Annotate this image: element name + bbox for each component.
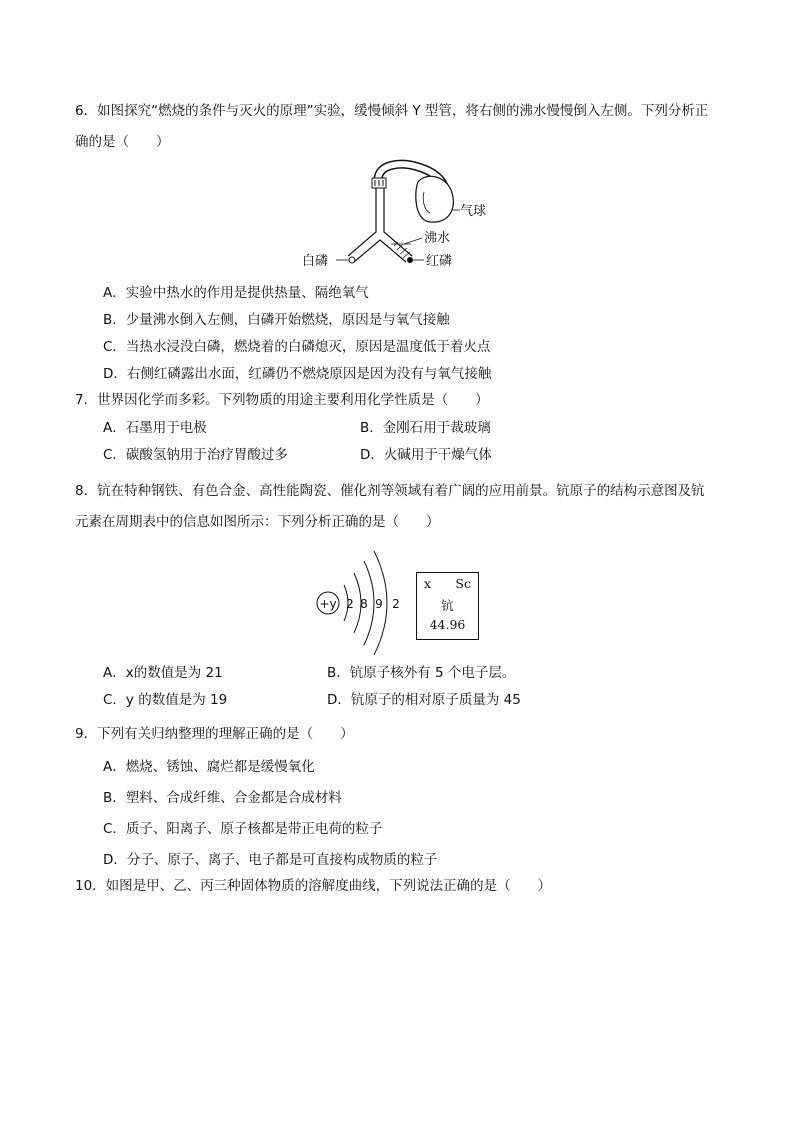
q6-option-b[interactable]: B．少量沸水倒入左侧，白磷开始燃烧，原因是与氧气接触 [103, 312, 450, 328]
q6-option-c[interactable]: C．当热水浸没白磷，燃烧着的白磷熄灭，原因是温度低于着火点 [103, 339, 491, 355]
red-phosphorus-label: 红磷 [426, 254, 453, 269]
q6-option-d[interactable]: D．右侧红磷露出水面，红磷仍不燃烧原因是因为没有与氧气接触 [103, 366, 492, 382]
shell-1-electrons: 2 [346, 597, 354, 611]
q7-option-b[interactable]: B．金刚石用于裁玻璃 [360, 420, 491, 436]
balloon-label: 气球 [460, 204, 487, 219]
white-phosphorus-label: 白磷 [302, 254, 329, 269]
element-name: 钪 [441, 598, 454, 613]
element-card [416, 572, 479, 640]
shell-4-electrons: 2 [392, 597, 400, 611]
q8-atom-structure-diagram [310, 545, 410, 665]
q7-option-a[interactable]: A．石墨用于电极 [103, 420, 207, 436]
q9-option-d[interactable]: D．分子、原子、离子、电子都是可直接构成物质的粒子 [103, 852, 438, 868]
q8-option-d[interactable]: D．钪原子的相对原子质量为 45 [327, 692, 521, 708]
element-relative-mass: 44.96 [429, 617, 466, 632]
nucleus-charge: +y [319, 597, 337, 611]
q7-option-c[interactable]: C．碳酸氢钠用于治疗胃酸过多 [103, 447, 288, 463]
element-symbol: Sc [455, 576, 471, 591]
boiling-water-label: 沸水 [424, 231, 451, 246]
q9-option-b[interactable]: B．塑料、合成纤维、合金都是合成材料 [103, 790, 342, 806]
q6-stem-line1: 6．如图探究“燃烧的条件与灭火的原理”实验，缓慢倾斜 Y 型管，将右侧的沸水慢慢倒入左侧。下列分析正 [75, 103, 709, 119]
q7-option-d[interactable]: D．火碱用于干燥气体 [360, 447, 492, 463]
q8-option-a[interactable]: A．x的数值是为 21 [103, 665, 223, 681]
element-atomic-number: x [424, 576, 432, 591]
q10-stem: 10．如图是甲、乙、丙三种固体物质的溶解度曲线，下列说法正确的是（ ） [75, 878, 552, 894]
q8-stem-line1: 8．钪在特种钢铁、有色合金、高性能陶瓷、催化剂等领域有着广阔的应用前景。钪原子的结构示意图及钪 [75, 483, 705, 499]
q8-stem-line2: 元素在周期表中的信息如图所示：下列分析正确的是（ ） [75, 514, 440, 530]
q6-stem-line2: 确的是（ ） [75, 134, 170, 150]
q9-stem: 9．下列有关归纳整理的理解正确的是（ ） [75, 726, 354, 742]
q6-y-tube-figure [290, 158, 510, 274]
q9-option-c[interactable]: C．质子、阳离子、原子核都是带正电荷的粒子 [103, 821, 383, 837]
q8-option-b[interactable]: B．钪原子核外有 5 个电子层。 [327, 665, 516, 681]
q6-option-a[interactable]: A．实验中热水的作用是提供热量、隔绝氧气 [103, 285, 369, 301]
q9-option-a[interactable]: A．燃烧、锈蚀、腐烂都是缓慢氧化 [103, 759, 315, 775]
shell-2-electrons: 8 [360, 597, 368, 611]
q7-stem: 7．世界因化学而多彩。下列物质的用途主要利用化学性质是（ ） [75, 392, 489, 408]
shell-3-electrons: 9 [375, 597, 383, 611]
q8-option-c[interactable]: C．y 的数值是为 19 [103, 692, 228, 708]
